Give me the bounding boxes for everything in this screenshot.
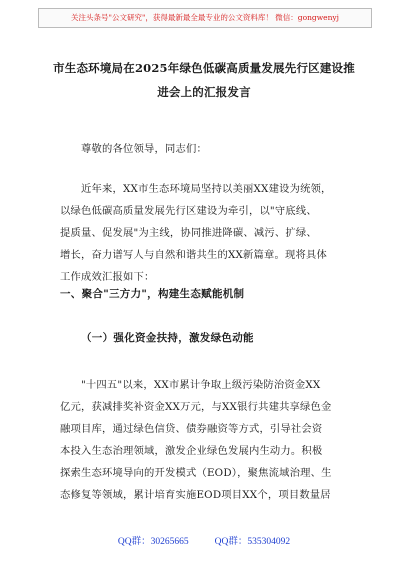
salutation-text: 尊敬的各位领导，同志们： (81, 143, 207, 155)
paragraph-line: 亿元，获减排奖补资金XX万元，与XX银行共建共享绿色金 (60, 401, 332, 413)
section-heading-1: 一、聚合"三方力"，构建生态赋能机制 (60, 288, 245, 300)
intro-paragraph (60, 178, 348, 288)
paragraph-line: 增长，奋力谱写人与自然和谐共生的XX新篇章。现将具体 (60, 249, 327, 261)
paragraph-line: 本投入生态治理领域，激发企业绿色发展内生动力。积极 (60, 445, 323, 457)
paragraph-line: 工作成效汇报如下： (60, 271, 155, 283)
paragraph-line: 探索生态环境导向的开发模式（EOD），聚焦流域治理、生 (60, 467, 332, 479)
paragraph-line: 融项目库，通过绿色信贷、债券融资等方式，引导社会资 (60, 423, 323, 435)
salutation (60, 138, 348, 160)
paragraph-line: 提质量、促发展"为主线，协同推进降碳、减污、扩绿、 (60, 227, 317, 239)
paragraph-line: 近年来，XX市生态环境局坚持以美丽XX建设为统领， (81, 183, 332, 195)
subsection-heading-1: （一）强化资金扶持，激发绿色动能 (81, 332, 254, 344)
document-title-line-2: 进会上的汇报发言 (157, 85, 251, 99)
footer-contacts (0, 533, 408, 547)
footer-qq-group-1: QQ群：30265665 (117, 537, 189, 547)
footer-qq-group-2: QQ群：535304092 (214, 537, 291, 547)
paragraph-line: "十四五"以来，XX市累计争取上级污染防治资金XX (81, 379, 321, 391)
paragraph-line: 以绿色低碳高质量发展先行区建设为牵引，以"守底线、 (60, 205, 317, 217)
paragraph-line: 态修复等领域，累计培育实施EOD项目XX个，项目数量居 (60, 489, 331, 501)
promo-banner: 关注头条号"公文研究"，获得最新最全最专业的公文资料库！ 微信：gongwenyj (38, 8, 372, 28)
body-paragraph (60, 374, 348, 506)
document-title-line-1: 市生态环境局在2025年绿色低碳高质量发展先行区建设推 (53, 61, 355, 75)
